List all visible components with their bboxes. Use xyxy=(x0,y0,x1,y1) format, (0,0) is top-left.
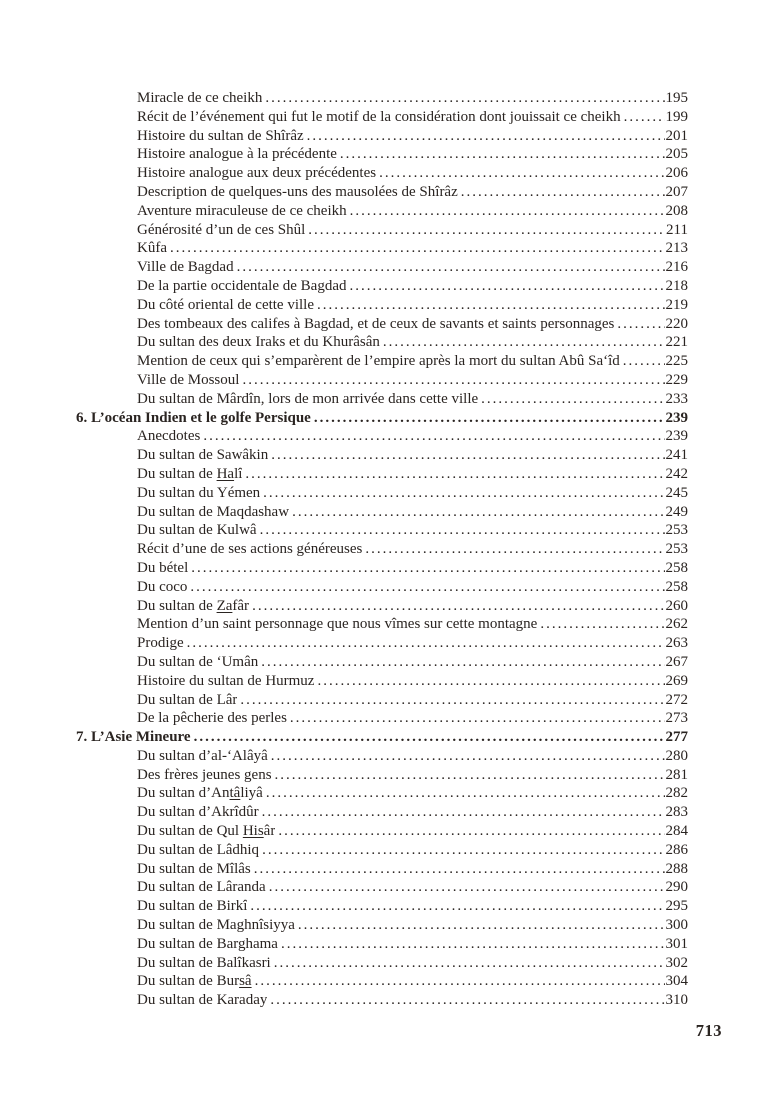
dot-leader xyxy=(274,954,665,973)
dot-leader xyxy=(298,916,665,935)
toc-entry-row xyxy=(76,221,688,240)
toc-entry-row xyxy=(76,371,688,390)
toc-entry-label: Récit de l’événement qui fut le motif de la considération dont jouissait ce cheikh xyxy=(137,108,621,125)
toc-entry-page: 272 xyxy=(665,691,688,708)
dot-leader xyxy=(281,935,665,954)
toc-entry-label: De la pêcherie des perles xyxy=(137,710,287,727)
dot-leader xyxy=(263,484,664,503)
toc-entry-page: 258 xyxy=(665,559,688,576)
toc-entry-label: Du sultan d’Antâliyâ xyxy=(137,785,263,802)
toc-entry-page: 242 xyxy=(665,465,688,482)
dot-leader xyxy=(269,878,665,897)
toc-entry-label: Kûfa xyxy=(137,240,167,257)
dot-leader xyxy=(379,164,664,183)
toc-entry-label: Histoire du sultan de Hurmuz xyxy=(137,672,315,689)
toc-entry-page: 205 xyxy=(665,146,688,163)
toc-entry-page: 207 xyxy=(665,183,688,200)
toc-entry-page: 281 xyxy=(665,766,688,783)
dot-leader xyxy=(262,841,664,860)
dot-leader xyxy=(265,89,664,108)
toc-entry-label: Du sultan de Zafâr xyxy=(137,597,250,614)
dot-leader xyxy=(270,991,664,1010)
toc-entry-label: Histoire du sultan de Shîrâz xyxy=(137,127,304,144)
dot-leader xyxy=(317,672,664,691)
toc-entry-row xyxy=(76,878,688,897)
dot-leader xyxy=(170,239,665,258)
toc-entry-page: 284 xyxy=(665,823,688,840)
toc-entry-page: 262 xyxy=(665,616,688,633)
page-number: 713 xyxy=(695,1021,722,1040)
toc-entry-row xyxy=(76,239,688,258)
toc-entry-label: Du sultan de Lâranda xyxy=(137,879,266,896)
toc-entry-label: Du sultan des deux Iraks et du Khurâsân xyxy=(137,334,380,351)
toc-entry-label: Du sultan de Sawâkin xyxy=(137,447,269,464)
toc-entry-page: 288 xyxy=(665,860,688,877)
toc-entry-page: 195 xyxy=(665,90,688,106)
transliteration-underline: Za xyxy=(216,597,233,614)
dot-leader xyxy=(187,634,665,653)
toc-entry-row xyxy=(76,390,688,409)
toc-entry-page: 277 xyxy=(665,729,688,746)
dot-leader xyxy=(194,728,665,747)
toc-entry-row xyxy=(76,916,688,935)
toc-entry-page: 218 xyxy=(665,277,688,294)
toc-entry-label: Prodige xyxy=(137,635,184,652)
toc-entry-label: Des frères jeunes gens xyxy=(137,766,272,783)
toc-entry-row xyxy=(76,108,688,127)
dot-leader xyxy=(260,521,665,540)
toc-entry-row xyxy=(76,822,688,841)
dot-leader xyxy=(292,503,664,522)
toc-entry-row xyxy=(76,484,688,503)
toc-entry-row xyxy=(76,127,688,146)
toc-entry-row xyxy=(76,672,688,691)
dot-leader xyxy=(255,972,665,991)
toc-entry-row xyxy=(76,427,688,446)
dot-leader xyxy=(261,653,664,672)
dot-leader xyxy=(240,691,664,710)
toc-entry-row xyxy=(76,578,688,597)
toc-entry-page: 201 xyxy=(665,127,688,144)
toc-entry-row xyxy=(76,315,688,334)
toc-entry-page: 300 xyxy=(665,917,688,934)
dot-leader xyxy=(540,615,664,634)
toc-entry-label: Du sultan d’Akrîdûr xyxy=(137,804,259,821)
toc-entry-label: Ville de Mossoul xyxy=(137,371,240,388)
toc-entry-page: 225 xyxy=(665,353,688,370)
toc-entry-row xyxy=(76,540,688,559)
toc-entry-row xyxy=(76,145,688,164)
dot-leader xyxy=(190,578,664,597)
toc-section-row xyxy=(76,728,688,747)
toc-entry-row xyxy=(76,559,688,578)
toc-entry-label: Du sultan de ‘Umân xyxy=(137,653,259,670)
toc-entry-label: Histoire analogue à la précédente xyxy=(137,146,337,163)
toc-entry-row xyxy=(76,465,688,484)
toc-entry-label: Du sultan du Yémen xyxy=(137,484,261,501)
toc-entry-page: 211 xyxy=(666,221,688,238)
dot-leader xyxy=(307,127,665,146)
dot-leader xyxy=(623,352,665,371)
toc-entry-label: Du sultan de Lâr xyxy=(137,691,238,708)
toc-entry-page: 241 xyxy=(665,447,688,464)
toc-entry-label: 7. L’Asie Mineure xyxy=(76,729,191,746)
toc-entry-page: 301 xyxy=(665,935,688,952)
toc-entry-page: 310 xyxy=(665,992,688,1009)
toc-entry-row xyxy=(76,860,688,879)
toc-entry-row xyxy=(76,202,688,221)
toc-entry-page: 263 xyxy=(665,635,688,652)
toc-entry-row xyxy=(76,597,688,616)
toc-entry-label: Du sultan de Kulwâ xyxy=(137,522,257,539)
toc-entry-label: Du sultan d’al-‘Alâyâ xyxy=(137,747,268,764)
toc-entry-label: Du sultan de Lâdhiq xyxy=(137,841,260,858)
toc-entry-row xyxy=(76,277,688,296)
toc-entry-page: 245 xyxy=(665,484,688,501)
toc-entry-row xyxy=(76,691,688,710)
toc-entry-page: 304 xyxy=(665,973,688,990)
toc-entry-row xyxy=(76,164,688,183)
dot-leader xyxy=(254,860,665,879)
toc-entry-page: 239 xyxy=(665,428,688,445)
toc-entry-label: Du sultan de Birkî xyxy=(137,898,248,915)
toc-entry-page: 260 xyxy=(665,597,688,614)
toc-entry-row xyxy=(76,897,688,916)
toc-entry-row xyxy=(76,803,688,822)
toc-entry-page: 267 xyxy=(665,653,688,670)
toc-entry-row xyxy=(76,954,688,973)
toc-entry-page: 221 xyxy=(665,334,688,351)
toc-entry-page: 239 xyxy=(665,409,688,426)
dot-leader xyxy=(242,371,664,390)
dot-leader xyxy=(262,803,665,822)
toc-entry-page: 302 xyxy=(665,954,688,971)
dot-leader xyxy=(271,747,665,766)
toc-entry-row xyxy=(76,446,688,465)
toc-entry-label: Miracle de ce cheikh xyxy=(137,90,263,106)
dot-leader xyxy=(252,597,664,616)
toc-entry-label: Histoire analogue aux deux précédentes xyxy=(137,165,377,182)
dot-leader xyxy=(245,465,664,484)
toc-entry-page: 220 xyxy=(665,315,688,332)
dot-leader xyxy=(317,296,664,315)
dot-leader xyxy=(481,390,664,409)
dot-leader xyxy=(250,897,664,916)
toc-entry-row xyxy=(76,615,688,634)
toc-entry-row xyxy=(76,634,688,653)
toc-entry-label: Mention de ceux qui s’emparèrent de l’empire après la mort du sultan Abû Sa‘îd xyxy=(137,353,620,370)
toc-entry-page: 233 xyxy=(665,390,688,407)
toc-entry-label: Mention d’un saint personnage que nous vîmes sur cette montagne xyxy=(137,616,538,633)
dot-leader xyxy=(314,409,665,428)
dot-leader xyxy=(271,446,664,465)
toc-entry-label: Du sultan de Mârdîn, lors de mon arrivée dans cette ville xyxy=(137,390,479,407)
toc-entry-page: 216 xyxy=(665,259,688,276)
toc-entry-page: 295 xyxy=(665,898,688,915)
toc-entry-label: Récit d’une de ses actions généreuses xyxy=(137,541,363,558)
toc-entry-page: 286 xyxy=(665,841,688,858)
toc-entry-label: Du sultan de Barghama xyxy=(137,935,278,952)
toc-entry-page: 253 xyxy=(665,522,688,539)
toc-entry-page: 283 xyxy=(665,804,688,821)
transliteration-underline: His xyxy=(242,823,264,840)
dot-leader xyxy=(349,277,664,296)
toc-entry-label: Du côté oriental de cette ville xyxy=(137,296,315,313)
toc-section-row xyxy=(76,409,688,428)
toc-entry-label: Du sultan de Karaday xyxy=(137,992,268,1009)
toc-entry-row xyxy=(76,352,688,371)
toc-entry-row xyxy=(76,503,688,522)
toc-entry-label: Des tombeaux des califes à Bagdad, et de ceux de savants et saints personnages xyxy=(137,315,615,332)
dot-leader xyxy=(340,145,665,164)
dot-leader xyxy=(461,183,665,202)
toc-entry-label: Du bétel xyxy=(137,559,189,576)
toc-entry-label: 6. L’océan Indien et le golfe Persique xyxy=(76,409,311,426)
dot-leader xyxy=(350,202,665,221)
toc-entry-page: 199 xyxy=(665,108,688,125)
toc-entry-label: Du sultan de Balîkasri xyxy=(137,954,271,971)
toc-entry-label: Aventure miraculeuse de ce cheikh xyxy=(137,202,347,219)
dot-leader xyxy=(617,315,664,334)
toc-entry-row xyxy=(76,183,688,202)
toc-entry-page: 206 xyxy=(665,165,688,182)
toc-entry-label: Du sultan de Qul Hisâr xyxy=(137,823,276,840)
dot-leader xyxy=(624,108,665,127)
toc-entry-page: 229 xyxy=(665,371,688,388)
toc-entry-row xyxy=(76,709,688,728)
toc-entry-page: 208 xyxy=(665,202,688,219)
toc-entry-label: Du sultan de Bursâ xyxy=(137,973,252,990)
transliteration-underline: sâ xyxy=(239,973,252,990)
dot-leader xyxy=(237,258,665,277)
toc-entry-row xyxy=(76,653,688,672)
dot-leader xyxy=(278,822,664,841)
toc-entry-page: 290 xyxy=(665,879,688,896)
transliteration-underline: tâ xyxy=(229,785,241,802)
toc-entry-label: Anecdotes xyxy=(137,428,201,445)
dot-leader xyxy=(383,333,665,352)
dot-leader xyxy=(266,784,665,803)
toc-entry-page: 282 xyxy=(665,785,688,802)
toc-entry-row xyxy=(76,972,688,991)
toc-entry-label: Du sultan de Mîlâs xyxy=(137,860,251,877)
dot-leader xyxy=(275,766,665,785)
toc-entry-row xyxy=(76,89,688,108)
toc-entry-row xyxy=(76,935,688,954)
toc-entry-page: 213 xyxy=(665,240,688,257)
dot-leader xyxy=(308,221,665,240)
dot-leader xyxy=(290,709,665,728)
toc-entry-row xyxy=(76,841,688,860)
toc-entry-page: 258 xyxy=(665,578,688,595)
toc-entry-row xyxy=(76,747,688,766)
toc-entry-page: 219 xyxy=(665,296,688,313)
toc-entry-page: 249 xyxy=(665,503,688,520)
toc-entry-row xyxy=(76,766,688,785)
toc-entry-page: 269 xyxy=(665,672,688,689)
toc-entry-row xyxy=(76,258,688,277)
dot-leader xyxy=(203,427,664,446)
transliteration-underline: Ha xyxy=(216,465,235,482)
toc-entry-row xyxy=(76,333,688,352)
toc-entry-label: Description de quelques-uns des mausolées de Shîrâz xyxy=(137,183,458,200)
dot-leader xyxy=(191,559,664,578)
toc-entry-label: De la partie occidentale de Bagdad xyxy=(137,277,347,294)
table-of-contents xyxy=(76,89,688,1010)
toc-entry-label: Ville de Bagdad xyxy=(137,259,234,276)
toc-entry-row xyxy=(76,296,688,315)
toc-entry-row xyxy=(76,521,688,540)
toc-entry-row xyxy=(76,991,688,1010)
toc-entry-page: 273 xyxy=(665,710,688,727)
toc-entry-label: Du sultan de Maqdashaw xyxy=(137,503,290,520)
toc-entry-label: Générosité d’un de ces Shûl xyxy=(137,221,306,238)
dot-leader xyxy=(365,540,664,559)
toc-entry-label: Du sultan de Maghnîsiyya xyxy=(137,917,295,934)
toc-entry-label: Du coco xyxy=(137,578,188,595)
toc-entry-page: 280 xyxy=(665,747,688,764)
toc-entry-label: Du sultan de Halî xyxy=(137,465,243,482)
toc-entry-row xyxy=(76,784,688,803)
toc-entry-page: 253 xyxy=(665,541,688,558)
